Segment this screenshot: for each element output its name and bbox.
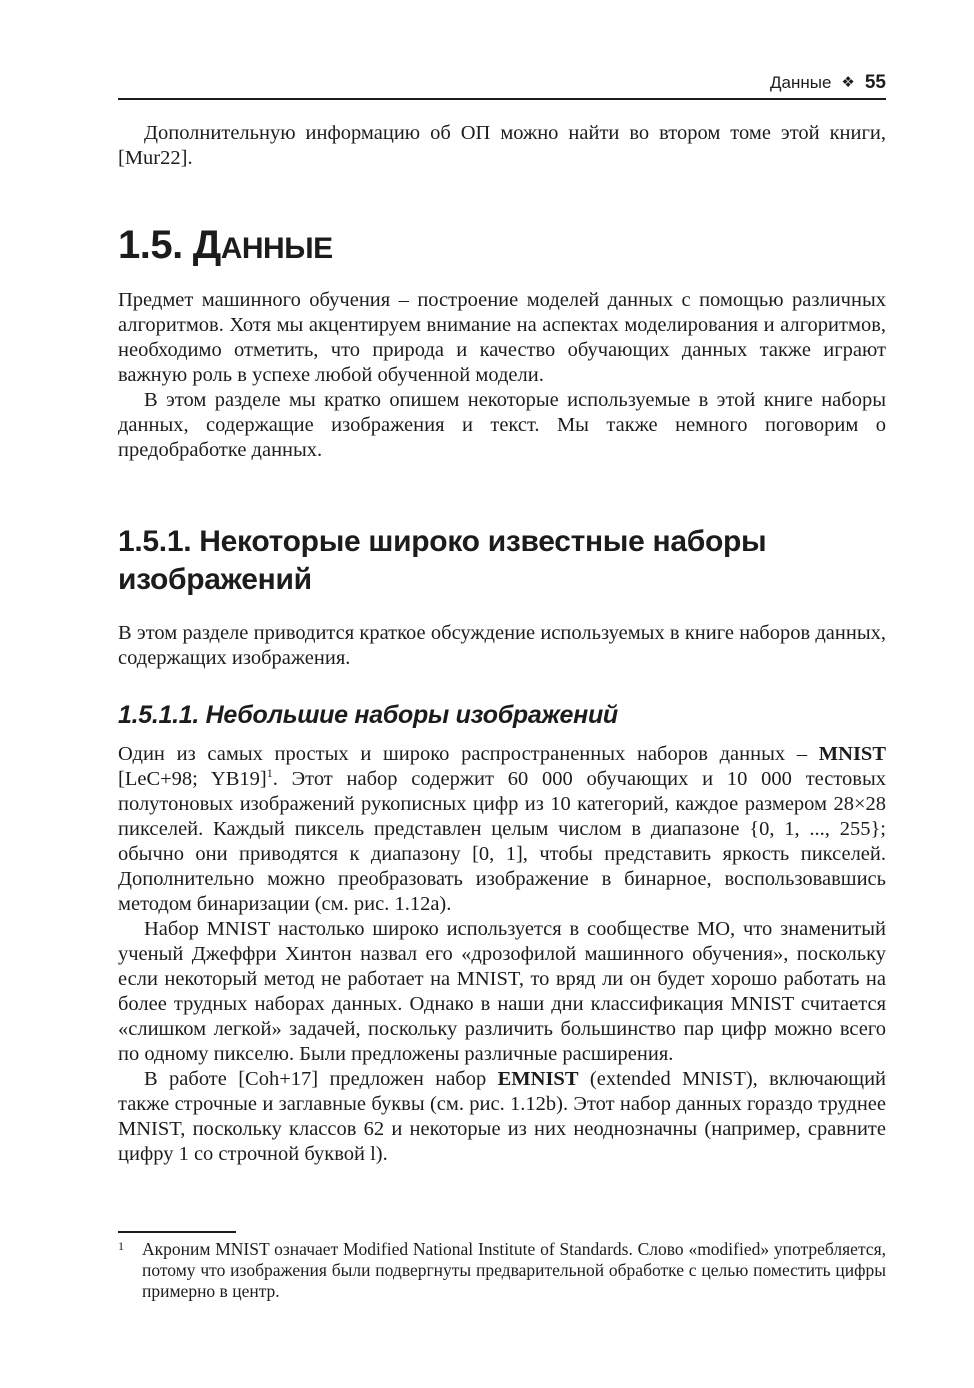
running-head [118, 68, 886, 100]
subsection-paragraph: В этом разделе приводится краткое обсуждение используемых в книге наборов данных, содержащих изображения. [118, 622, 886, 669]
emnist-paragraph-start: В работе [Coh+17] предложен набор [144, 1068, 487, 1090]
section-title-initial: Д [192, 223, 221, 267]
mnist-paragraph-end: . Этот набор содержит 60 000 обучающих и 10 000 тестовых полутоновых изображений рукописных цифр из 10 категорий, каждое размером 28×28 пикселей. Каждый пиксель представлен целым числом в диапазоне {0, 1, ..., 255}; обычно они приводятся к диапазону [0, 1], чтобы представить яркость пикселей. Дополнительно можно преобразовать изображение в бинарное, воспользовавшись методом бинаризации (см. рис. 1.12a). [118, 768, 887, 915]
mnist-paragraph [118, 742, 886, 917]
footnote [118, 1239, 886, 1302]
section-paragraph-1: Предмет машинного обучения – построение моделей данных с помощью различных алгоритмов. Хотя мы акцентируем внимание на аспектах моделирования и алгоритмов, необходимо отметить, что природа и качество обучающих данных также играют важную роль в успехе любой обученной модели. [118, 289, 886, 386]
emnist-term: EMNIST [497, 1068, 579, 1090]
running-head-title: Данные [769, 73, 832, 92]
emnist-paragraph-end: (extended MNIST), включающий также строчные и заглавные буквы (см. рис. 1.12b). Этот набор данных гораздо труднее MNIST, поскольку классов 62 и некоторые из них неоднозначны (например, сравните цифру 1 со строчной буквой l). [118, 1068, 887, 1165]
section-title-rest: АННЫЕ [220, 232, 333, 265]
footnote-mark: 1 [118, 1239, 124, 1253]
mnist-usage-paragraph: Набор MNIST настолько широко используется в сообществе МО, что знаменитый ученый Джеффри Хинтон назвал его «дрозофилой машинного обучения», поскольку если некоторый метод не работает на MNIST, то вряд ли он будет хорошо работать на более трудных наборах данных. Однако в наши дни классификация MNIST считается «слишком легкой» задачей, поскольку различить большинство пар цифр можно всего по одному пикселю. Были предложены различные расширения. [118, 918, 886, 1065]
section-body [118, 288, 886, 463]
subsubsection-body [118, 742, 886, 1167]
mnist-term: MNIST [818, 743, 887, 765]
subsection-heading: 1.5.1. Некоторые широко известные наборы изображений [118, 525, 767, 596]
footnote-text: Акроним MNIST означает Modified National Institute of Standards. Слово «modified» употребляется, потому что изображения были подвергнуты предварительной обработке с целью поместить цифры примерно в центр. [142, 1239, 886, 1301]
subsubsection-heading: 1.5.1.1. Небольшие наборы изображений [118, 701, 618, 729]
mnist-citation: [LeC+98; YB19] [118, 768, 267, 790]
section-heading [118, 219, 333, 275]
emnist-paragraph [118, 1067, 886, 1167]
footnote-rule [118, 1231, 236, 1233]
footnote-reference: 1 [266, 766, 273, 780]
page-number: 55 [864, 72, 886, 93]
intro-block [118, 121, 886, 171]
diamond-ornament-icon: ❖ [841, 74, 855, 91]
subsection-body [118, 621, 886, 671]
mnist-paragraph-start: Один из самых простых и широко распространенных наборов данных – [118, 743, 808, 765]
section-number: 1.5. [118, 223, 183, 267]
section-paragraph-2: В этом разделе мы кратко опишем некоторые используемые в этой книге наборы данных, содержащие изображения и текст. Мы также немного поговорим о предобработке данных. [118, 389, 886, 461]
intro-paragraph: Дополнительную информацию об ОП можно найти во втором томе этой книги, [Mur22]. [118, 122, 886, 169]
